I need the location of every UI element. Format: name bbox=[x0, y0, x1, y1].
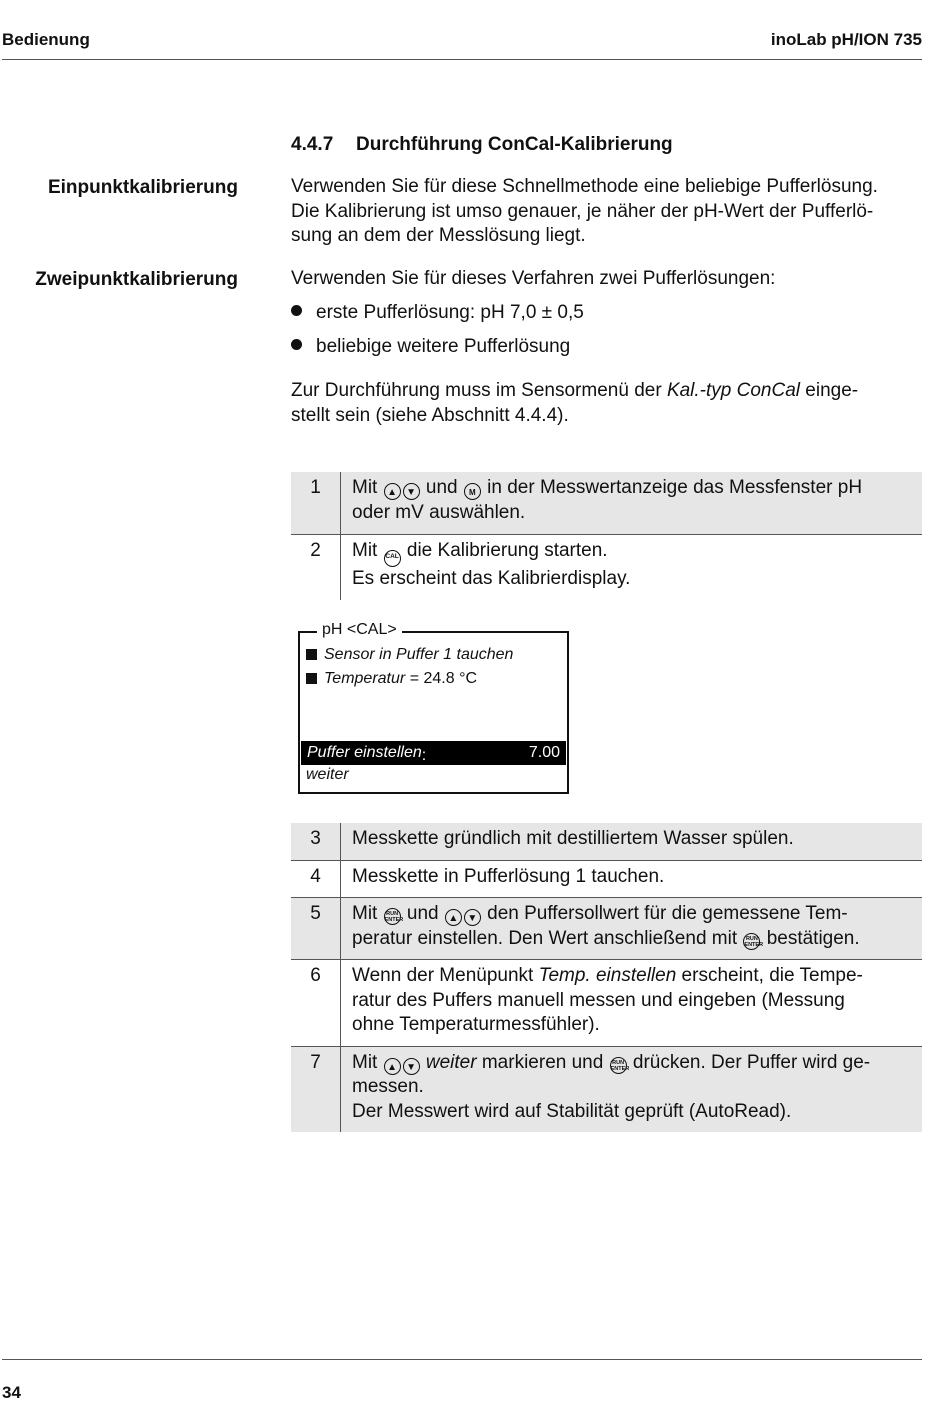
step-text-line: Der Messwert wird auf Stabilität geprüft (AutoRead). bbox=[352, 1100, 792, 1122]
step-text-part: Mit bbox=[352, 903, 378, 924]
step-text-part: die Kalibrierung starten. bbox=[406, 540, 608, 561]
section-heading bbox=[291, 134, 673, 156]
step-text-part: den Puffersollwert für die gemessene Tem- bbox=[487, 903, 848, 924]
up-arrow-key-icon: ▲ bbox=[445, 909, 462, 926]
display-title: pH <CAL> bbox=[317, 621, 402, 639]
section-title: Durchführung ConCal-Kalibrierung bbox=[356, 134, 673, 155]
run-enter-key-icon: RUN ENTER bbox=[384, 908, 401, 925]
bullet-icon bbox=[291, 339, 302, 350]
step-text-part: markieren und bbox=[481, 1051, 604, 1073]
buffer-label: Puffer einstellen bbox=[307, 744, 422, 761]
step-text-part: Mit bbox=[352, 1051, 378, 1073]
bullet-item bbox=[291, 302, 584, 324]
calibration-display bbox=[298, 621, 569, 794]
step-text bbox=[341, 472, 923, 535]
weiter-option: weiter bbox=[306, 766, 349, 783]
buffer-value: 7.00 bbox=[528, 744, 560, 761]
einpunkt-paragraph bbox=[291, 175, 923, 249]
step-text-part: erscheint, die Tempe- bbox=[676, 965, 863, 986]
step-text bbox=[341, 960, 923, 1047]
menu-setting: Kal.-typ ConCal bbox=[666, 380, 800, 401]
step-number: 6 bbox=[291, 960, 341, 1047]
display-instruction: Sensor in Puffer 1 tauchen bbox=[324, 646, 514, 663]
text-line: Die Kalibrierung ist umso genauer, je näher der pH-Wert der Pufferlö- bbox=[291, 200, 874, 222]
step-text-line: ratur des Puffers manuell messen und eingeben (Messung bbox=[352, 989, 845, 1011]
run-enter-key-icon: RUN ENTER bbox=[743, 933, 760, 950]
step-text bbox=[341, 898, 923, 960]
menu-item-name: Temp. einstellen bbox=[538, 965, 677, 986]
text-line: stellt sein (siehe Abschnitt 4.4.4). bbox=[291, 404, 569, 426]
step-text-part: und bbox=[425, 477, 458, 498]
temperature-label: Temperatur bbox=[324, 670, 406, 687]
m-key-icon: M bbox=[464, 483, 481, 500]
page-number: 34 bbox=[2, 1383, 21, 1402]
step-row bbox=[291, 898, 922, 960]
step-text: Messkette in Pufferlösung 1 tauchen. bbox=[341, 860, 923, 898]
step-row bbox=[291, 823, 922, 860]
header-chapter: Bedienung bbox=[2, 30, 90, 49]
text-line bbox=[291, 379, 923, 404]
display-footer[interactable] bbox=[306, 766, 349, 784]
text-line: Verwenden Sie für diese Schnellmethode eine beliebige Pufferlösung. bbox=[291, 176, 878, 197]
down-arrow-key-icon: ▼ bbox=[403, 1058, 420, 1075]
step-text-part: und bbox=[406, 903, 439, 924]
step-text-line: messen. bbox=[352, 1076, 424, 1097]
step-number: 4 bbox=[291, 860, 341, 898]
zweipunkt-note bbox=[291, 379, 923, 428]
bullet-icon bbox=[291, 305, 302, 316]
step-number: 7 bbox=[291, 1046, 341, 1132]
step-text-part: peratur einstellen. Den Wert anschließend mit bbox=[352, 927, 738, 949]
status-square-icon bbox=[306, 673, 317, 684]
step-row bbox=[291, 860, 922, 898]
step-row bbox=[291, 1046, 922, 1132]
step-text-line: ohne Temperaturmessfühler). bbox=[352, 1014, 600, 1035]
display-line bbox=[306, 670, 477, 688]
step-text-part: in der Messwertanzeige das Messfenster pH bbox=[487, 477, 863, 498]
down-arrow-key-icon: ▼ bbox=[464, 909, 481, 926]
down-arrow-key-icon: ▼ bbox=[403, 483, 420, 500]
step-text: Messkette gründlich mit destilliertem Wasser spülen. bbox=[352, 828, 794, 849]
step-text-part: Mit bbox=[352, 540, 378, 561]
step-number: 3 bbox=[291, 823, 341, 860]
step-text-line: Es erscheint das Kalibrierdisplay. bbox=[352, 568, 631, 589]
bullet-text: erste Pufferlösung: pH 7,0 ± 0,5 bbox=[316, 302, 584, 323]
header-rule bbox=[2, 59, 922, 60]
header-product: inoLab pH/ION 735 bbox=[770, 30, 922, 49]
step-text bbox=[341, 1046, 923, 1132]
step-row bbox=[291, 472, 922, 535]
steps-table-b bbox=[291, 823, 922, 1132]
step-row bbox=[291, 535, 922, 600]
bullet-item bbox=[291, 336, 570, 358]
step-row bbox=[291, 960, 922, 1047]
step-text bbox=[341, 535, 923, 600]
cal-key-icon: CAL bbox=[384, 550, 401, 567]
temperature-value: = 24.8 °C bbox=[409, 670, 478, 687]
text-line: sung an dem der Messlösung liegt. bbox=[291, 225, 586, 246]
step-text-part: drücken. Der Puffer wird ge- bbox=[632, 1051, 871, 1073]
section-number: 4.4.7 bbox=[291, 134, 334, 155]
side-label-einpunkt: Einpunktkalibrierung bbox=[47, 177, 238, 198]
steps-table-a bbox=[291, 472, 922, 600]
zweipunkt-intro: Verwenden Sie für dieses Verfahren zwei Pufferlösungen: bbox=[291, 268, 776, 289]
buffer-setting-row[interactable] bbox=[301, 741, 566, 765]
run-enter-key-icon: RUN ENTER bbox=[610, 1057, 627, 1074]
status-square-icon bbox=[306, 649, 317, 660]
buffer-colon: : bbox=[421, 747, 427, 764]
note-text: Zur Durchführung muss im Sensormenü der bbox=[291, 380, 667, 401]
step-number: 2 bbox=[291, 535, 341, 600]
menu-item-name: weiter bbox=[425, 1051, 477, 1073]
step-number: 5 bbox=[291, 898, 341, 960]
note-text: einge- bbox=[800, 380, 859, 401]
step-text-line: oder mV auswählen. bbox=[352, 501, 526, 523]
step-text-part: bestätigen. bbox=[766, 927, 860, 949]
step-number: 1 bbox=[291, 472, 341, 535]
step-text-part: Wenn der Menüpunkt bbox=[352, 965, 539, 986]
side-label-zweipunkt: Zweipunktkalibrierung bbox=[35, 269, 238, 290]
footer-rule bbox=[2, 1359, 922, 1360]
up-arrow-key-icon: ▲ bbox=[384, 483, 401, 500]
step-text-part: Mit bbox=[352, 477, 378, 498]
bullet-text: beliebige weitere Pufferlösung bbox=[316, 336, 571, 357]
display-line bbox=[306, 646, 513, 664]
up-arrow-key-icon: ▲ bbox=[384, 1058, 401, 1075]
